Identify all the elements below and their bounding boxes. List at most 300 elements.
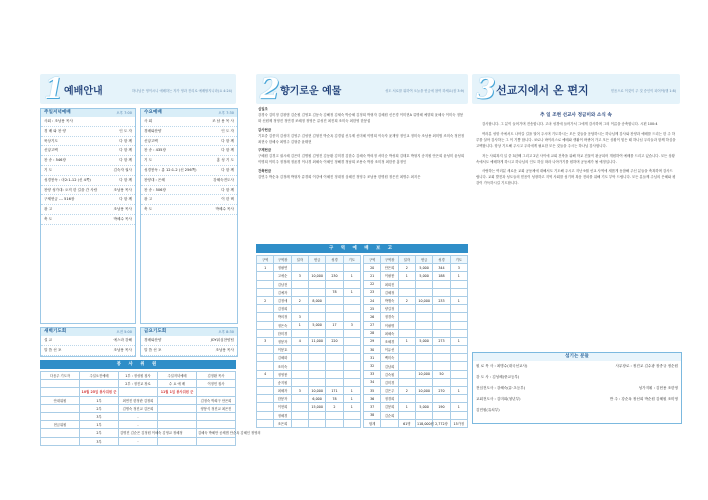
offering-group <box>258 107 466 125</box>
table-cell <box>326 329 343 337</box>
table-cell <box>398 313 415 321</box>
order-leader: 김숙자 권사 <box>113 167 132 172</box>
table-row <box>257 280 361 288</box>
column-header: 일자 <box>291 256 308 264</box>
table-cell <box>415 354 432 362</box>
staff-list <box>473 361 681 416</box>
column-header: 성경 <box>326 256 343 264</box>
order-label: 광 고 <box>144 197 153 202</box>
table-row <box>364 403 468 411</box>
duty-cell: 김명숙 정진교 김은희 <box>119 404 158 412</box>
box-header <box>41 109 135 117</box>
duty-cell: 10월 25일 봉사위원 군 <box>80 388 119 396</box>
table-cell <box>415 378 432 386</box>
order-list <box>141 336 237 356</box>
table-cell: 1 <box>398 337 415 345</box>
table-cell: 1 <box>257 264 274 272</box>
table-cell: 78 <box>326 395 343 403</box>
table-cell: 3 <box>450 264 467 272</box>
table-cell: 박의정 <box>274 313 291 321</box>
table-cell <box>343 305 360 313</box>
table-row <box>257 411 361 419</box>
table-cell: 344 <box>433 264 450 272</box>
duty-cell <box>197 412 236 420</box>
table-cell: 2 <box>257 296 274 304</box>
table-cell <box>450 313 467 321</box>
table-cell <box>343 419 360 427</box>
order-leader: 다 함 께 <box>221 148 234 153</box>
table-cell <box>257 378 274 386</box>
box-time: 오후 7:00 <box>116 111 132 115</box>
table-cell: 한봉자 <box>274 395 291 403</box>
table-header-row <box>257 256 361 264</box>
table-cell: 78 <box>326 288 343 296</box>
order-leader: 다 함 께 <box>119 197 132 202</box>
table-cell <box>450 362 467 370</box>
table-cell <box>291 280 308 288</box>
table-cell <box>398 362 415 370</box>
table-cell: 10,000 <box>415 370 432 378</box>
table-cell <box>433 321 450 329</box>
table-cell: 김정애 <box>274 296 291 304</box>
table-row <box>257 378 361 386</box>
table-cell <box>326 346 343 354</box>
duty-cell: - <box>119 421 158 429</box>
offering-group-title: 구제헌금 <box>258 148 272 153</box>
section-title: 향기로운 예물 <box>280 86 342 97</box>
table-cell: 한미경 <box>274 329 291 337</box>
duty-cell <box>158 421 197 429</box>
table-cell <box>433 362 450 370</box>
box-title: 주일저녁예배 <box>44 110 71 115</box>
table-cell <box>326 313 343 321</box>
duty-cell: 3부 <box>80 437 119 445</box>
table-cell <box>291 370 308 378</box>
offering-names: 강경숙 김미정 김왕범 김순원 김영호 김동숙 김해정 김채숙 박승혜 김정희 박형자 김혜원 신은경 이미현A 류명혜 예향희 윤혜숙 이미숙 정봉화 신원제 정영진 정연경 조혜정 정영은 류성진 최진희 조미숙 최한영 한봉섭 <box>258 112 464 123</box>
table-cell: 정혜경 <box>274 411 291 419</box>
order-leader: 박혜수 목사 <box>113 216 132 221</box>
table-cell: 이필명 <box>381 321 398 329</box>
table-cell <box>326 362 343 370</box>
order-item <box>141 346 237 356</box>
order-leader: 다 함 께 <box>119 148 132 153</box>
table-row <box>364 411 468 419</box>
table-cell <box>398 411 415 419</box>
table-cell <box>450 288 467 296</box>
offering-lists <box>258 107 466 184</box>
table-cell <box>291 362 308 370</box>
order-label: 신앙고백 <box>144 138 158 143</box>
table-cell <box>326 354 343 362</box>
table-cell <box>308 419 325 427</box>
table-cell: 박행숙 <box>381 296 398 304</box>
table-cell: 11,000 <box>308 337 325 345</box>
table-cell <box>398 280 415 288</box>
table-cell: 이봉호 <box>274 346 291 354</box>
offering-names: 기호중 김종미 김성미 김영주 김성현 김형진 박순옥 김경섭 신우제 신미혜 이명희 이숙자 윤재영 정인교 정미숙 조남용 최미범 조미숙 정현정 최현숙 한혜숙 최명주 김형중 윤태현 <box>258 133 465 144</box>
table-row <box>257 362 361 370</box>
table-cell <box>308 313 325 321</box>
section-number: 1 <box>44 72 64 105</box>
mission-panel <box>472 74 680 484</box>
order-label: 구제헌금 --- 516장 <box>44 197 75 202</box>
table-cell: 김봉희 <box>381 403 398 411</box>
order-label: 경배와찬양 <box>144 128 162 133</box>
table-cell <box>291 419 308 427</box>
table-cell <box>326 264 343 272</box>
staff-row <box>473 372 681 383</box>
table-cell: 6,000 <box>308 395 325 403</box>
table-cell <box>450 321 467 329</box>
order-label: 경배와찬양 <box>144 338 162 342</box>
offering-header <box>256 74 468 104</box>
table-cell <box>398 346 415 354</box>
table-cell <box>291 264 308 272</box>
friday-prayer-box <box>140 327 238 357</box>
table-cell: 30 <box>364 346 381 354</box>
table-cell <box>257 354 274 362</box>
table-cell <box>257 288 274 296</box>
table-row <box>257 305 361 313</box>
table-cell: 1 <box>450 296 467 304</box>
order-label: 찬 송 : 435장 <box>144 148 166 153</box>
table-cell <box>308 264 325 272</box>
table-row <box>364 395 468 403</box>
table-cell <box>326 305 343 313</box>
duty-row <box>41 412 236 420</box>
table-cell: 23 <box>364 288 381 296</box>
staff-left: 교회전도사 : 김미희(청년부) <box>476 397 521 401</box>
section-title: 선교지에서 온 편지 <box>496 84 589 97</box>
table-header-row <box>364 256 468 264</box>
table-cell <box>308 378 325 386</box>
table-cell <box>326 280 343 288</box>
table-cell <box>257 272 274 280</box>
total-cell: 118,000원 <box>415 419 432 427</box>
table-cell: 20 <box>364 264 381 272</box>
duty-row <box>41 404 236 412</box>
table-cell <box>433 288 450 296</box>
duty-cell <box>41 404 80 412</box>
order-item <box>41 176 135 186</box>
table-cell <box>308 305 325 313</box>
order-item <box>141 336 237 346</box>
table-cell <box>308 329 325 337</box>
staff-row <box>473 394 681 405</box>
table-cell <box>415 395 432 403</box>
order-label: 말 씀 선 포 <box>44 347 62 352</box>
table-cell <box>257 329 274 337</box>
offering-names: 김연주 박순옥 김정례 박형자 류경희 이강애 이혜진 정대정 심혜진 정영주 조남용 한명원 정은진 최명수 최지은 <box>258 175 421 180</box>
duty-row <box>41 380 236 388</box>
order-leader: 조남용 목사 <box>113 207 132 212</box>
cell-report-banner: 구 역 예 배 보 고 <box>256 244 468 253</box>
table-cell: 220 <box>326 337 343 345</box>
staff-row <box>473 383 681 394</box>
order-label: 사회 : 조남용 목사 <box>44 119 73 123</box>
duty-cell: 2부 <box>80 404 119 412</box>
order-label: 찬양 성가대: 오직 한 길을 간 사람 <box>44 187 98 192</box>
table-cell: 2 <box>398 387 415 395</box>
table-row <box>364 305 468 313</box>
offering-group-title: 감사헌금 <box>258 127 272 132</box>
column-header: 구역장 <box>274 256 291 264</box>
table-cell <box>415 288 432 296</box>
column-header: 구역장 <box>381 256 398 264</box>
table-cell <box>398 329 415 337</box>
duty-cell <box>158 396 197 404</box>
order-item <box>41 205 135 215</box>
table-cell <box>257 305 274 313</box>
column-header: 헌금 <box>308 256 325 264</box>
table-cell: 김정희 <box>274 305 291 313</box>
table-cell <box>326 411 343 419</box>
duty-cell <box>80 380 119 388</box>
table-row <box>257 346 361 354</box>
order-label: 말 씀 선 포 <box>144 347 162 352</box>
table-cell: 1 <box>450 272 467 280</box>
table-cell: 이필봉 <box>381 272 398 280</box>
table-cell <box>326 419 343 427</box>
box-time: 오후 7:30 <box>218 111 234 115</box>
staff-banner: 섬기는 분들 <box>473 353 681 361</box>
table-cell <box>343 346 360 354</box>
table-cell: 2 <box>398 296 415 304</box>
table-cell <box>343 280 360 288</box>
table-row <box>364 264 468 272</box>
duty-cell <box>41 380 80 388</box>
table-row <box>364 354 468 362</box>
table-cell <box>415 346 432 354</box>
table-row <box>257 296 361 304</box>
table-cell: 고애순 <box>274 272 291 280</box>
order-list <box>141 117 237 215</box>
table-row <box>364 272 468 280</box>
order-item <box>141 166 237 176</box>
duty-row <box>41 396 236 404</box>
table-cell: 35 <box>364 387 381 395</box>
table-cell: 4 <box>291 337 308 345</box>
table-cell <box>433 395 450 403</box>
section-subtitle: 성도 서로를 위하여 오늘을 헌금에 참여 하세요(잠 3:9) <box>385 89 464 93</box>
duty-row <box>41 421 236 429</box>
table-row <box>257 395 361 403</box>
order-label: 축 도 <box>44 216 53 221</box>
table-cell <box>450 280 467 288</box>
table-cell: 24 <box>364 296 381 304</box>
duty-table <box>40 371 261 446</box>
table-cell: 김예자 <box>274 288 291 296</box>
duty-cell: 현금위원 <box>41 421 80 429</box>
table-row <box>364 337 468 345</box>
table-cell <box>291 378 308 386</box>
table-cell <box>308 346 325 354</box>
duty-cell: 안내위원 <box>41 396 80 404</box>
staff-row <box>473 361 681 372</box>
column-header: 구역 <box>364 256 381 264</box>
column-header: 일자 <box>398 256 415 264</box>
staff-right: 사무장로 : 정진교 김수광 장종규 정순원 <box>615 364 678 368</box>
table-row <box>257 321 361 329</box>
order-label: 성경봉독 : 마2:1-12 (신 4쪽) <box>44 177 91 182</box>
table-cell: 정영봉 <box>274 370 291 378</box>
table-cell <box>291 403 308 411</box>
section-number: 2 <box>260 72 280 105</box>
duty-cell: 2부 : 정진교 장로 <box>119 380 158 388</box>
staff-left: 원 로 목 사 : 최병수(대국선교사) <box>476 364 528 368</box>
order-label: 신앙고백 <box>44 148 58 153</box>
order-item <box>41 195 135 205</box>
table-cell <box>450 305 467 313</box>
box-title: 금요기도회 <box>144 329 167 334</box>
table-cell <box>326 370 343 378</box>
table-cell: 37 <box>364 403 381 411</box>
table-cell: 27 <box>364 321 381 329</box>
table-cell: 송지원 <box>274 378 291 386</box>
duty-cell: 1부 <box>80 396 119 404</box>
offering-group <box>258 169 466 181</box>
order-item <box>41 137 135 147</box>
letter-title: 추 일 조현 선교사 정금미와 소식 속 <box>540 113 612 118</box>
cell-report-table-right <box>363 255 468 428</box>
order-item <box>141 117 237 127</box>
duty-cell: 양봉식 정진교 최은진 <box>197 404 236 412</box>
duty-cell: - <box>119 412 158 420</box>
table-row <box>257 288 361 296</box>
table-cell <box>398 370 415 378</box>
column-header: 헌금 <box>415 256 432 264</box>
table-row <box>364 387 468 395</box>
table-cell: 22 <box>364 280 381 288</box>
table-cell <box>450 370 467 378</box>
order-label: 경 배 와 찬 양 <box>44 128 66 133</box>
table-cell: 김미경 <box>381 378 398 386</box>
table-cell <box>398 395 415 403</box>
table-cell: 188 <box>433 272 450 280</box>
mission-header <box>472 74 680 104</box>
table-cell <box>257 387 274 395</box>
table-cell <box>450 378 467 386</box>
order-leader: 다 함 께 <box>119 177 132 182</box>
section-title: 예배안내 <box>64 86 103 97</box>
table-cell: 백미숙 <box>381 354 398 362</box>
order-leader: 조 남 용 목 사 <box>212 119 234 123</box>
table-row <box>364 329 468 337</box>
cell-table-right-wrap <box>363 255 468 428</box>
worship-panel <box>40 72 261 484</box>
order-leader: 인 도 자 <box>221 128 234 133</box>
duty-cell: 김정환 목사 <box>197 372 236 380</box>
order-label: 찬 송 : 546장 <box>44 158 66 163</box>
order-leader: 조남용 목사 <box>215 347 234 352</box>
table-cell: 2 <box>398 264 415 272</box>
table-cell: 230 <box>326 272 343 280</box>
table-cell <box>291 346 308 354</box>
table-cell: 34 <box>364 378 381 386</box>
table-row <box>257 403 361 411</box>
order-leader: 강혜숙전도사 <box>213 177 234 182</box>
duty-cell: 최연진 한정란 김정희 <box>119 396 158 404</box>
section-subtitle: 믿음으로 이것이 주 것 증인이 되어야(행 1:8) <box>610 89 676 93</box>
table-cell: 1 <box>398 272 415 280</box>
offering-group-title: 건축헌금 <box>258 169 272 174</box>
table-cell <box>343 296 360 304</box>
duty-row <box>41 388 236 396</box>
table-cell: 김숙원 <box>381 370 398 378</box>
offering-panel <box>256 74 468 484</box>
table-cell: 이유선 <box>381 346 398 354</box>
table-cell: 5,000 <box>415 264 432 272</box>
box-title: 새벽기도회 <box>44 329 67 334</box>
table-cell: 29 <box>364 337 381 345</box>
box-title: 수요예배 <box>144 110 162 115</box>
table-row <box>257 370 361 378</box>
table-cell: 25 <box>364 305 381 313</box>
table-cell <box>326 296 343 304</box>
table-cell: 정필연 <box>274 264 291 272</box>
table-cell: 233 <box>433 296 450 304</box>
duty-cell <box>41 412 80 420</box>
table-cell: 1 <box>450 387 467 395</box>
order-item <box>41 346 135 356</box>
table-cell: 28 <box>364 329 381 337</box>
table-cell <box>257 362 274 370</box>
table-cell <box>415 313 432 321</box>
total-row <box>364 419 468 427</box>
total-cell: 15가정 <box>450 419 467 427</box>
order-item <box>141 186 237 196</box>
table-cell: 10,000 <box>308 272 325 280</box>
cell-table-left-wrap <box>256 255 361 428</box>
box-header <box>141 109 237 117</box>
table-cell <box>257 403 274 411</box>
box-time: 오후 8:30 <box>218 330 234 334</box>
table-cell <box>257 419 274 427</box>
table-cell <box>415 280 432 288</box>
table-cell <box>343 354 360 362</box>
table-cell <box>257 395 274 403</box>
table-cell <box>343 264 360 272</box>
order-leader: 다 함 께 <box>221 138 234 143</box>
table-cell: 2 <box>326 403 343 411</box>
table-cell: 5,000 <box>415 337 432 345</box>
duty-row <box>41 429 236 437</box>
total-cell: 61명 <box>398 419 415 427</box>
table-cell: 171 <box>326 387 343 395</box>
staff-left: 강 도 사 : 김성혜(중교등부) <box>476 375 520 379</box>
offering-group <box>258 128 466 146</box>
table-cell <box>450 329 467 337</box>
table-row <box>257 313 361 321</box>
table-cell: 10,000 <box>415 296 432 304</box>
section-subtitle: 하나님은 영이시니 예배하는 자가 영과 진리로 예배할지니라(요 4:24) <box>131 89 232 93</box>
table-row <box>364 288 468 296</box>
letter-paragraph: 감사합니다. 그 분이 들어가며 전송합니다. 고마 성경에 들어가서 그에게 감사하며 그의 이름을 송축합니다. 시편 100:4 <box>482 122 658 126</box>
table-cell <box>398 378 415 386</box>
table-row <box>364 321 468 329</box>
table-cell <box>398 354 415 362</box>
order-label: 찬 송 : 506장 <box>144 187 166 192</box>
table-cell <box>415 329 432 337</box>
table-cell <box>433 411 450 419</box>
duty-cell: - <box>119 437 158 445</box>
table-cell <box>450 411 467 419</box>
table-row <box>257 354 361 362</box>
table-cell: 10,000 <box>308 387 325 395</box>
duty-cell <box>197 437 236 445</box>
table-cell <box>433 329 450 337</box>
order-label: 기 도 <box>44 167 53 172</box>
